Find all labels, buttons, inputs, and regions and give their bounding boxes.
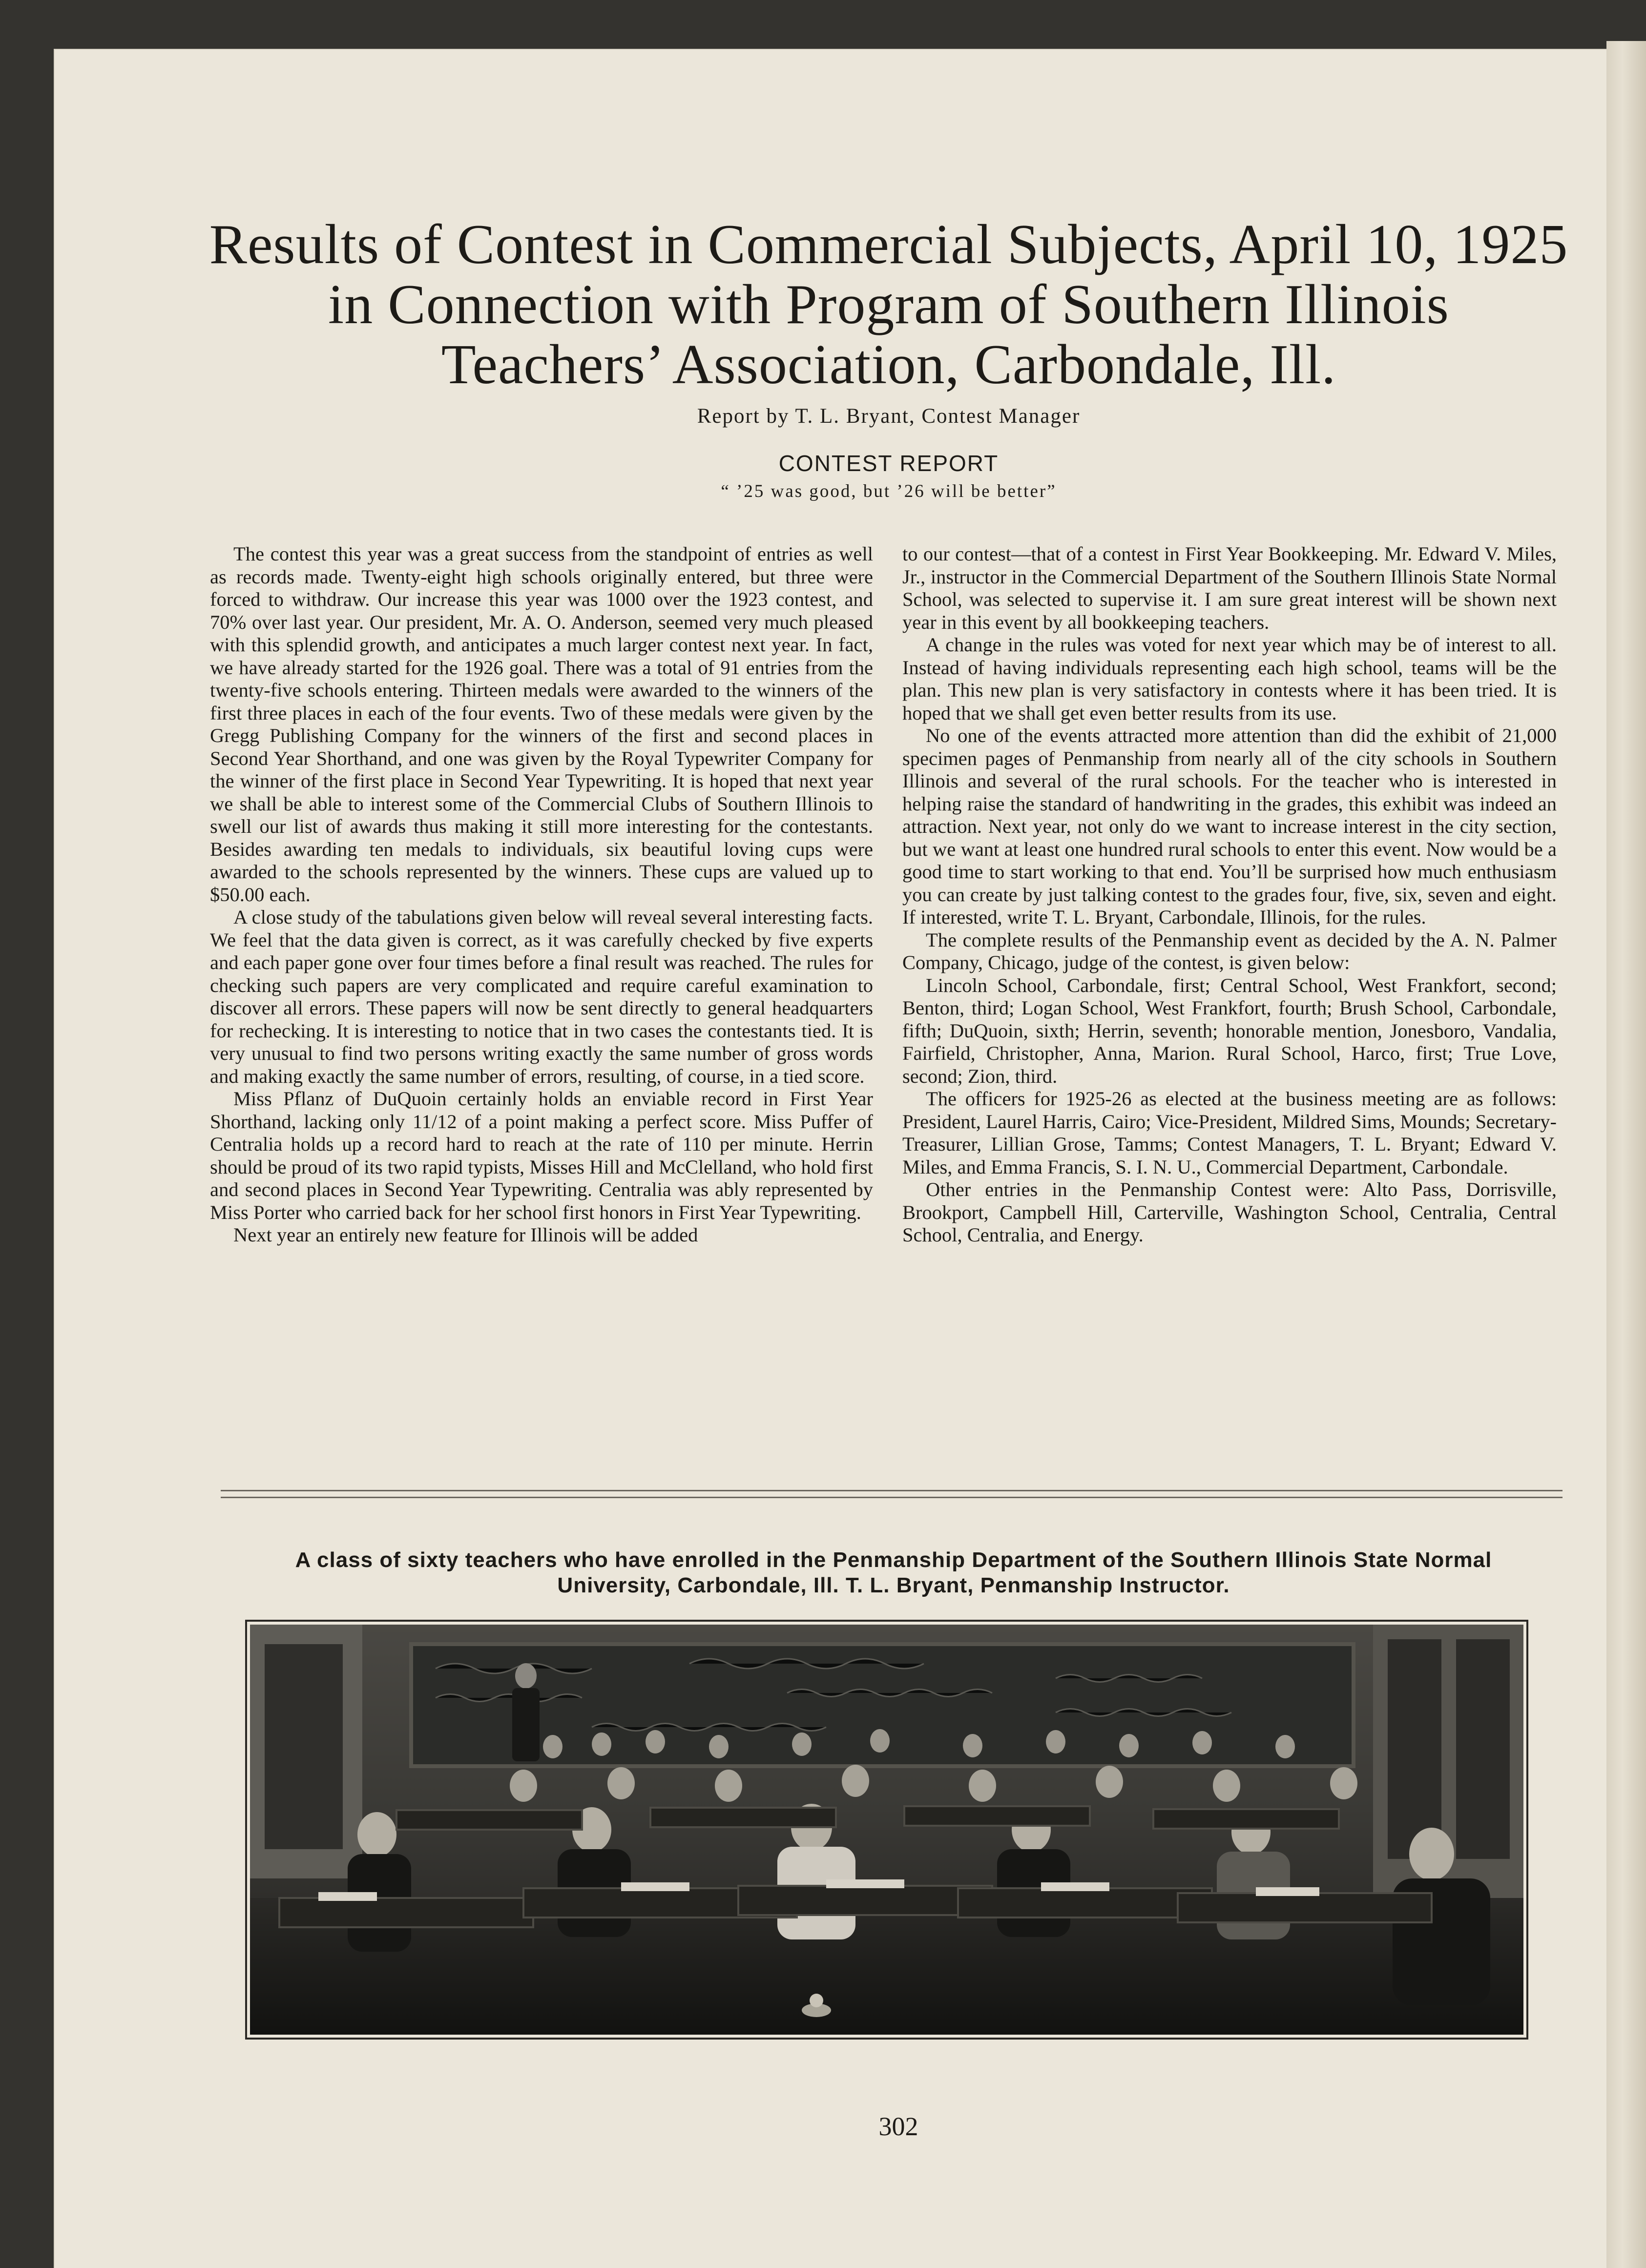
- title-line: Results of Contest in Commercial Subjects, April 10, 1925: [209, 213, 1568, 276]
- report-heading: CONTEST REPORT: [778, 451, 999, 476]
- classroom-photo-image: [250, 1625, 1523, 2035]
- paragraph: A change in the rules was voted for next year which may be of interest to all. Instead of having individuals representing each high school, teams will be the plan. This new plan is very satisfactory in contests where it has been tried. It is hoped that we shall get even better results from its use.: [902, 634, 1557, 724]
- title-line: Teachers’ Association, Carbondale, Ill.: [441, 333, 1336, 396]
- byline: Report by T. L. Bryant, Contest Manager: [697, 405, 1081, 428]
- paragraph: Next year an entirely new feature for Illinois will be added: [233, 1224, 698, 1246]
- paragraph: Miss Pflanz of DuQuoin certainly holds an enviable record in First Year Shorthand, lacking only 11/12 of a point making a perfect score. Miss Puffer of Centralia holds up a record hard to reach at the rate of 110 per minute. Herrin should be proud of its two rapid typists, Misses Hill and McClelland, who hold first and second places in Second Year Typewriting. Centralia was ably represented by Miss Porter who carried back for her school first honors in First Year Typewriting.: [210, 1088, 873, 1223]
- left-column: [210, 543, 873, 1247]
- article-title: [186, 215, 1592, 395]
- title-line: in Connection with Program of Southern Illinois: [328, 273, 1449, 336]
- caption-line: University, Carbondale, Ill. T. L. Bryant, Penmanship Instructor.: [557, 1573, 1230, 1597]
- right-column: [902, 543, 1557, 1247]
- divider-rule: [221, 1497, 1563, 1498]
- paragraph: to our contest—that of a contest in First Year Bookkeeping. Mr. Edward V. Miles, Jr., instructor in the Commercial Department of the Southern Illinois State Normal School, was selected to supervise it. I am sure great interest will be shown next year in this event by all bookkeeping teachers.: [902, 543, 1557, 633]
- paragraph: The contest this year was a great success from the standpoint of entries as well as records made. Twenty-eight high schools originally entered, but three were forced to withdraw. Our increase this year was 1000 over the 1923 contest, and 70% over last year. Our president, Mr. A. O. Anderson, seemed very much pleased with this splendid growth, and anticipates a much larger contest next year. In fact, we have already started for the 1926 goal. There was a total of 91 entries from the twenty-five schools entering. Thirteen medals were awarded to the winners of the first three places in each of the four events. Two of these medals were given by the Gregg Publishing Company for the winners of the first and second places in Second Year Shorthand, and one was given by the Royal Typewriter Company for the winner of the first place in Second Year Typewriting. It is hoped that next year we shall be able to interest some of the Commercial Clubs of Southern Illinois to swell our list of awards thus making it still more interesting for the contestants. Besides awarding ten medals to individuals, six beautiful loving cups were awarded to the schools represented by the winners. These cups are valued up to $50.00 each.: [210, 543, 873, 906]
- motto: “ ’25 was good, but ’26 will be better”: [721, 481, 1057, 501]
- paragraph: Lincoln School, Carbondale, first; Central School, West Frankfort, second; Benton, third; Logan School, West Frankfort, fourth; Brush School, Carbondale, fifth; DuQuoin, sixth; Herrin, seventh; honorable mention, Jonesboro, Vandalia, Fairfield, Christopher, Anna, Marion. Rural School, Harco, first; True Love, second; Zion, third.: [902, 974, 1557, 1087]
- next-page-edge: [1606, 41, 1646, 2268]
- page-number: 302: [878, 2112, 918, 2141]
- paragraph: Other entries in the Penmanship Contest were: Alto Pass, Dorrisville, Brookport, Campbell Hill, Carterville, Washington School, Centralia, Central School, Centralia, and Energy.: [902, 1178, 1557, 1246]
- paragraph: The complete results of the Penmanship event as decided by the A. N. Palmer Company, Chicago, judge of the contest, is given below:: [902, 928, 1557, 973]
- paragraph: The officers for 1925-26 as elected at the business meeting are as follows: President, Laurel Harris, Cairo; Vice-President, Mildred Sims, Mounds; Secretary-Treasurer, Lillian Grose, Tamms; Contest Managers, T. L. Bryant; Edward V. Miles, and Emma Francis, S. I. N. U., Commercial Department, Carbondale.: [902, 1088, 1557, 1178]
- divider-rule: [221, 1490, 1563, 1491]
- paragraph: No one of the events attracted more attention than did the exhibit of 21,000 specimen pages of Penmanship from nearly all of the city schools in Southern Illinois and several of the rural schools. For the teacher who is interested in helping raise the standard of handwriting in the grades, this exhibit was indeed an attraction. Next year, not only do we want to increase interest in the city section, but we want at least one hundred rural schools to enter this event. Now would be a good time to start working to that end. You’ll be surprised how much enthusiasm you can create by just talking contest to the grades four, five, six, seven and eight. If interested, write T. L. Bryant, Carbondale, Illinois, for the rules.: [902, 724, 1557, 928]
- paragraph: A close study of the tabulations given below will reveal several interesting facts. We feel that the data given is correct, as it was carefully checked by five experts and each paper gone over four times before a final result was reached. The rules for checking such papers are very complicated and require careful examination to discover all errors. These papers will now be sent directly to general headquarters for rechecking. It is interesting to notice that in two cases the contestants tied. It is very unusual to find two persons writing exactly the same number of gross words and making exactly the same number of errors, resulting, of course, in a tied score.: [210, 906, 873, 1087]
- photo-caption: [215, 1547, 1572, 1598]
- caption-line: A class of sixty teachers who have enrolled in the Penmanship Department of the Southern Illinois State Normal: [295, 1548, 1492, 1572]
- classroom-photo: [245, 1620, 1528, 2040]
